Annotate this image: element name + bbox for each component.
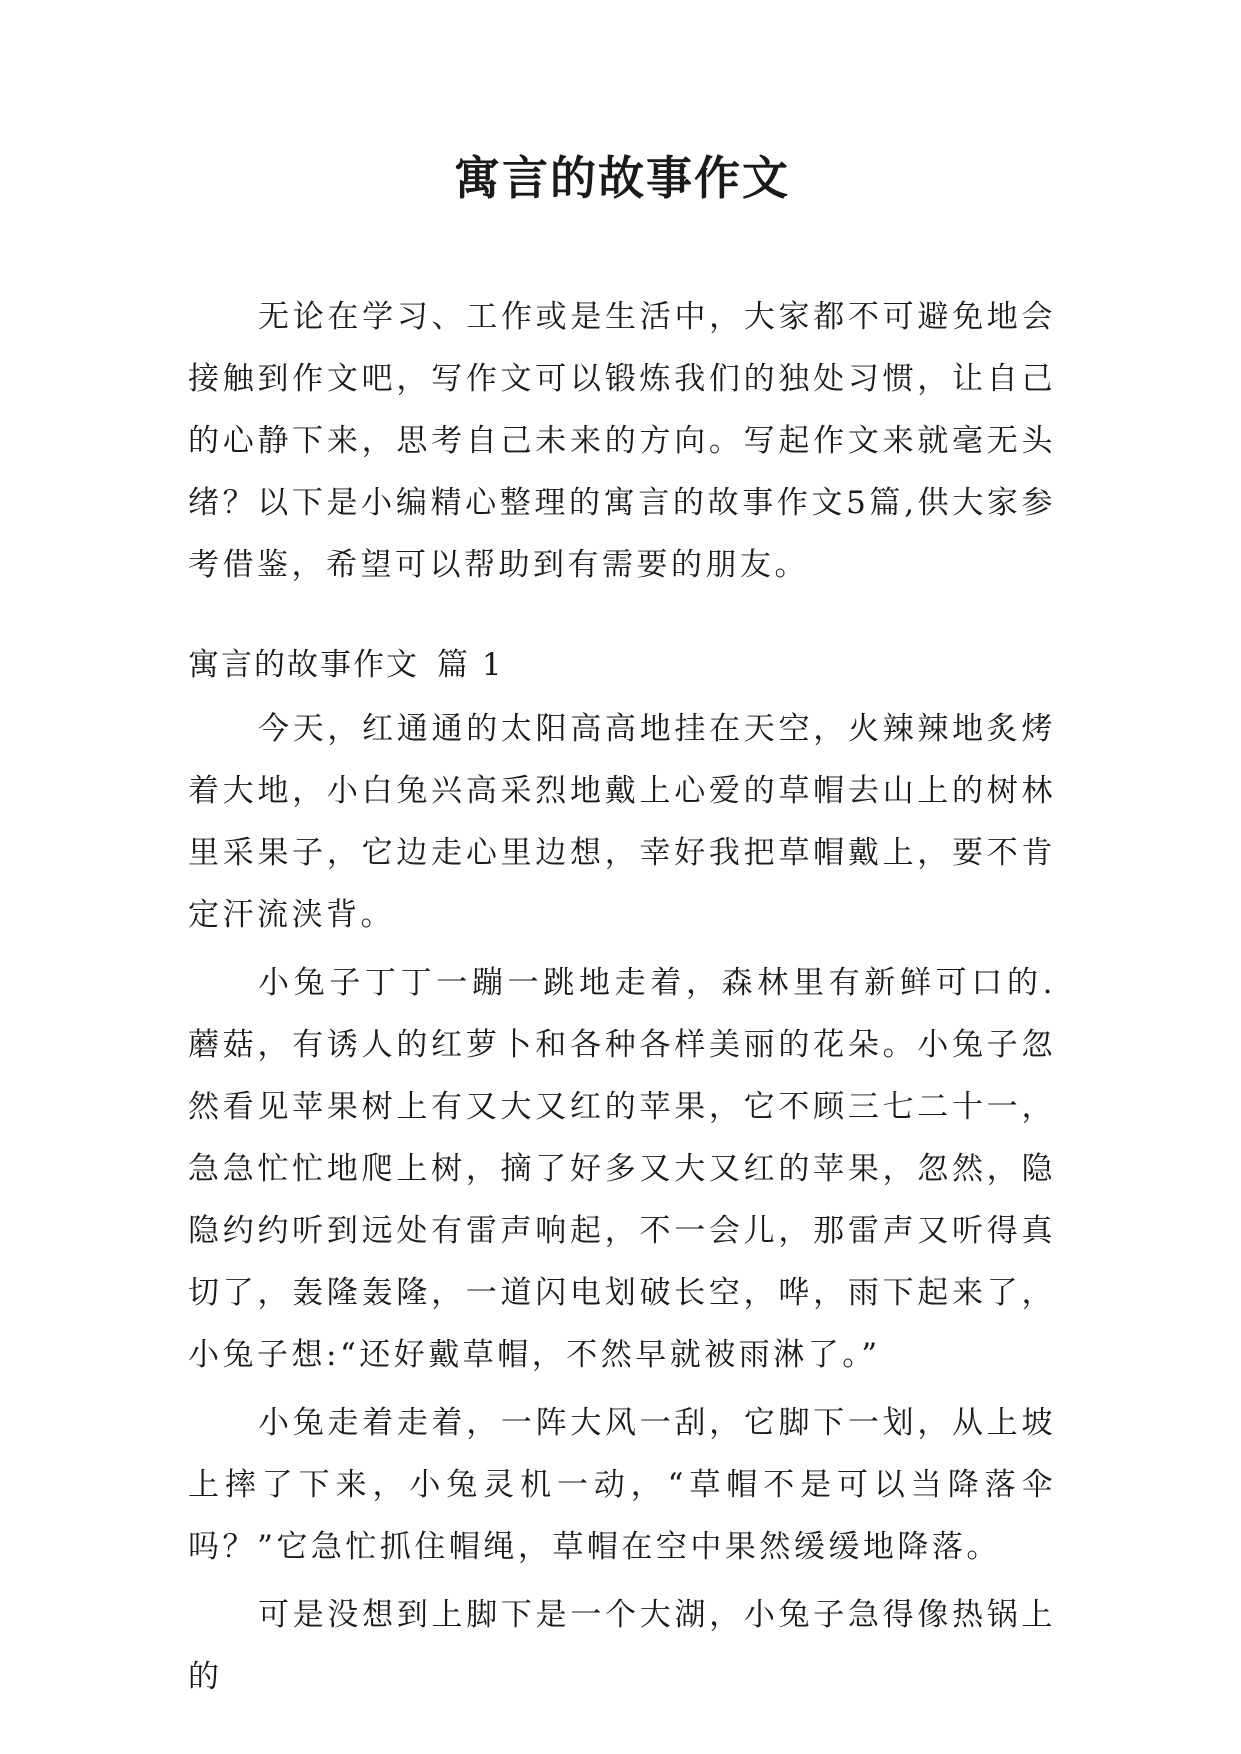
- story-paragraph-2: 小兔子丁丁一蹦一跳地走着，森林里有新鲜可口的.蘑菇，有诱人的红萝卜和各种各样美丽的花朵。小兔子忽然看见苹果树上有又大又红的苹果，它不顾三七二十一，急急忙忙地爬上树，摘了好多又大又红的苹果，忽然，隐隐约约听到远处有雷声响起，不一会儿，那雷声又听得真切了，轰隆轰隆，一道闪电划破长空，哗，雨下起来了，小兔子想:“还好戴草帽，不然早就被雨淋了。”: [188, 965, 1056, 1373]
- section-spacer: [188, 596, 1056, 632]
- section-heading: [188, 632, 1056, 698]
- story-paragraph-1: 今天，红通通的太阳高高地挂在天空，火辣辣地炙烤着大地，小白兔兴高采烈地戴上心爱的草帽去山上的树林里采果子，它边走心里边想，幸好我把草帽戴上，要不肯定汗流浃背。: [188, 711, 1056, 933]
- story-paragraph-4: 可是没想到上脚下是一个大湖，小兔子急得像热锅上的: [188, 1597, 1056, 1695]
- story-paragraph-3: 小兔走着走着，一阵大风一刮，它脚下一划，从上坡上摔了下来，小兔灵机一动，“草帽不是可以当降落伞吗？”它急忙抓住帽绳，草帽在空中果然缓缓地降落。: [188, 1405, 1056, 1565]
- document-title: 寓言的故事作文: [454, 151, 790, 205]
- intro-paragraph: 无论在学习、工作或是生活中，大家都不可避免地会接触到作文吧，写作文可以锻炼我们的独处习惯，让自己的心静下来，思考自己未来的方向。写起作文来就毫无头绪？以下是小编精心整理的寓言的故事作文5篇,供大家参考借鉴，希望可以帮助到有需要的朋友。: [188, 299, 1056, 583]
- section-heading-title: 寓言的故事作文: [188, 647, 419, 683]
- document-body: [188, 286, 1056, 1708]
- section-heading-number: 篇 1: [437, 647, 504, 683]
